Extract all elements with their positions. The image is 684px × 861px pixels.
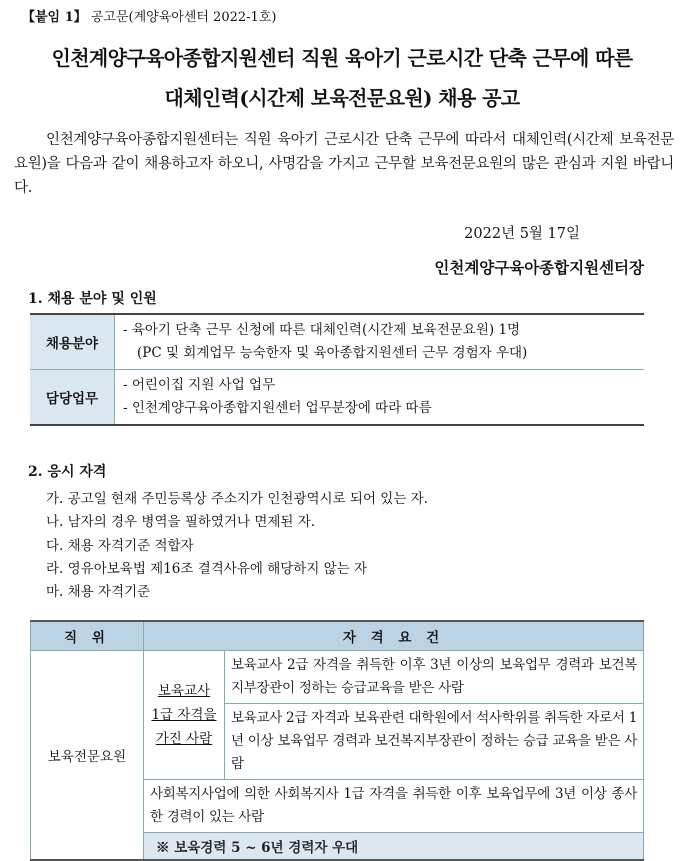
requirement-cell: 보육교사 2급 자격을 취득한 이후 3년 이상의 보육업무 경력과 보건복지부장관이 정하는 승급교육을 받은 사람 (225, 651, 644, 704)
sub-label-line: 보육교사 (157, 683, 211, 699)
preference-note: ※ 보육경력 5 ~ 6년 경력자 우대 (144, 833, 644, 861)
duty-head: 담당업무 (30, 370, 115, 426)
recruitment-field-table (30, 313, 644, 426)
field-head: 채용분야 (30, 314, 115, 370)
attachment-tag (22, 6, 276, 25)
list-item: 다. 채용 자격기준 적합자 (46, 537, 194, 554)
attachment-label: 【붙임 1】 (22, 10, 87, 25)
list-item: 나. 남자의 경우 병역을 필하였거나 면제된 자. (46, 514, 316, 531)
table-row (31, 651, 644, 704)
intro-text: 인천계양구육아종합지원센터는 직원 육아기 근로시간 단축 근무에 따라서 대체인력(시간제 보육전문요원)을 다음과 같이 채용하고자 하오니, 사명감을 가지고 근무할 보육전문요원의 많은 관심과 지원 바랍니다. (14, 132, 674, 196)
field-body (115, 314, 645, 370)
notice-date: 2022년 5월 17일 (464, 226, 580, 242)
sub-label-line: 가진 사람 (155, 731, 213, 747)
table-header-row (31, 621, 644, 651)
table-row (30, 314, 644, 370)
intro-paragraph (14, 128, 674, 200)
requirement-cell: 사회복지사업에 의한 사회복지사 1급 자격을 취득한 이후 보육업무에 3년 이상 종사한 경력이 있는 사람 (144, 780, 644, 833)
field-line: (PC 및 회계업무 능숙한자 및 육아종합지원센터 근무 경험자 우대) (137, 345, 528, 361)
column-header-position: 직 위 (31, 621, 144, 651)
issuing-organization: 인천계양구육아종합지원센터장 (434, 258, 644, 277)
notice-number: 공고문(계양육아센터 2022-1호) (90, 10, 277, 25)
page-title-line1: 인천계양구육아종합지원센터 직원 육아기 근로시간 단축 근무에 따른 (51, 46, 633, 70)
position-cell: 보육전문요원 (31, 651, 144, 861)
duty-body (115, 370, 645, 426)
list-item: 라. 영유아보육법 제16조 결격사유에 해당하지 않는 자 (46, 560, 368, 577)
list-item: 마. 채용 자격기준 (46, 584, 151, 601)
table-row (30, 370, 644, 426)
field-line: - 육아기 단축 근무 신청에 따른 대체인력(시간제 보육전문요원) 1명 (123, 322, 521, 338)
section-heading-recruitment: 1. 채용 분야 및 인원 (28, 291, 157, 307)
duty-line: - 어린이집 지원 사업 업무 (123, 377, 276, 393)
requirement-cell: 보육교사 2급 자격과 보육관련 대학원에서 석사학위를 취득한 자로서 1년 이상 보육업무 경력과 보건복지부장관이 정하는 승급 교육을 받은 사람 (225, 704, 644, 780)
page-title-line2: 대체인력(시간제 보육전문요원) 채용 공고 (164, 86, 520, 110)
qualification-list (46, 488, 428, 604)
list-item: 가. 공고일 현재 주민등록상 주소지가 인천광역시로 되어 있는 자. (46, 491, 428, 507)
column-header-requirements: 자 격 요 건 (144, 621, 644, 651)
teacher-level1-cell (144, 651, 225, 780)
sub-label-line: 1급 자격을 (151, 707, 217, 723)
duty-line: - 인천계양구육아종합지원센터 업무분장에 따라 따름 (123, 400, 432, 416)
section-heading-qualification: 2. 응시 자격 (28, 464, 107, 480)
qualification-requirements-table (30, 620, 644, 861)
